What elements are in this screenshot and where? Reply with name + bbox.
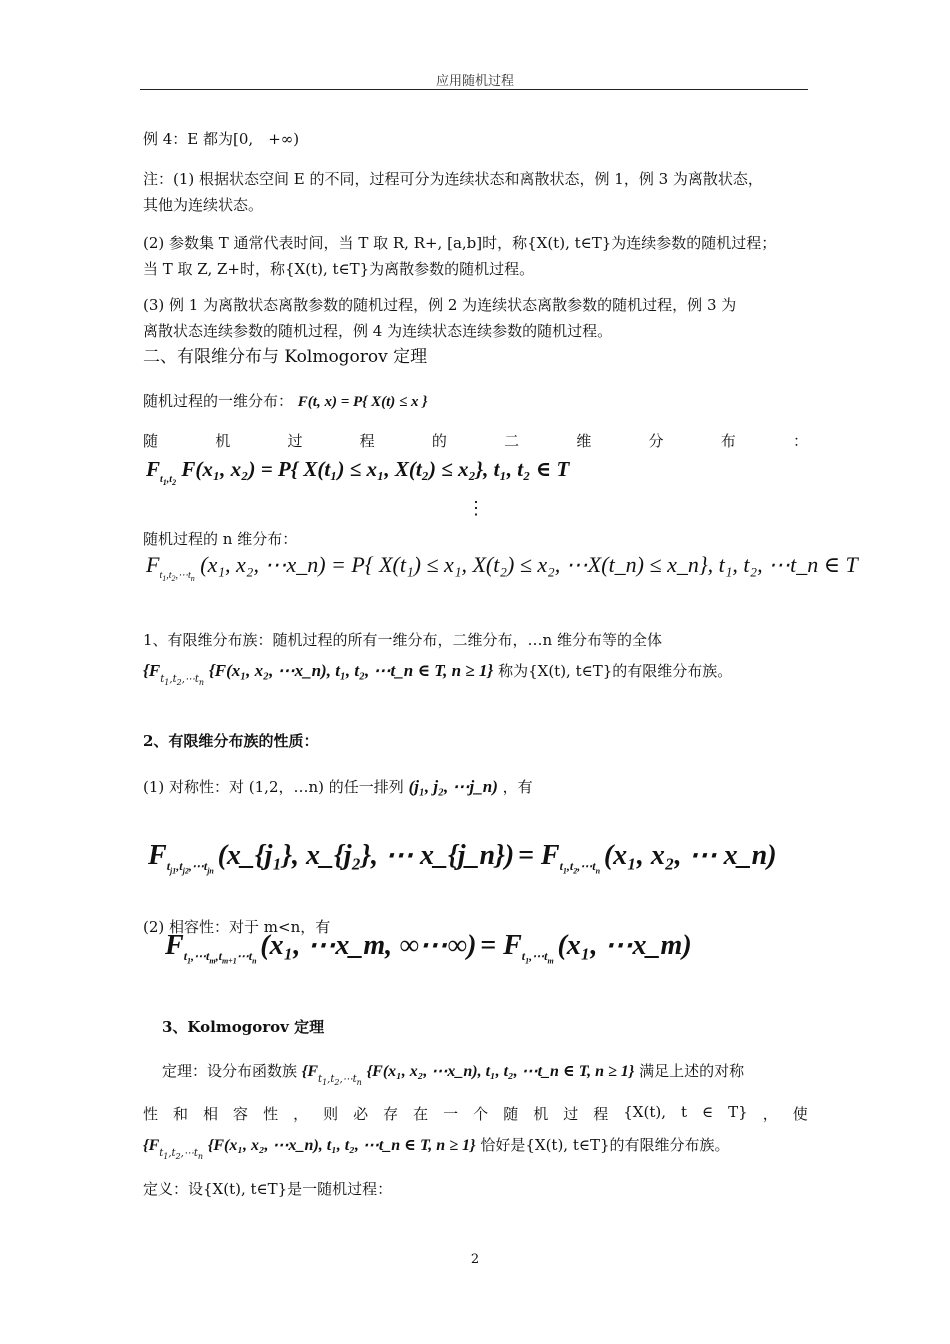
one-dim-label: 随机过程的一维分布： [143, 392, 294, 410]
item-1-formula-line: {$F_{t_1,t_2,\cdots t_n}$ {F(x₁, x₂, ⋯x_n), t₁, t₂, ⋯t_n ∈ T, n ≥ 1} 称为{X(t), t∈T}的有限维分布族。 [143, 661, 733, 687]
item-1-heading: 1、有限维分布族：随机过程的所有一维分布，二维分布，…n 维分布等的全体 [143, 631, 662, 649]
vertical-ellipsis: ⋮ [467, 498, 485, 519]
symmetry-line: (1) 对称性：对 (1,2，…n) 的任一排列 (j₁, j₂, ⋯j_n) ，有 [143, 777, 533, 796]
page-number: 2 [470, 1252, 480, 1267]
note-3-line-2: 离散状态连续参数的随机过程，例 4 为连续状态连续参数的随机过程。 [143, 322, 613, 340]
header-rule [140, 89, 808, 90]
item-3-heading: 3、Kolmogorov 定理 [162, 1018, 325, 1036]
theorem-family-formula: {F(x₁, x₂, ⋯x_n), t₁, t₂, ⋯t_n ∈ T, n ≥ 1} [366, 1063, 635, 1080]
one-dim-formula: F(t, x) = P{ X(t) ≤ x } [297, 394, 428, 410]
theorem-line-3: {$F_{t_1,t_2,\cdots t_n}$ {F(x₁, x₂, ⋯x_n), t₁, t₂, ⋯t_n ∈ T, n ≥ 1} 恰好是{X(t), t∈T}的有限维分布族。 [143, 1136, 730, 1161]
note-1-line-1: 注：(1) 根据状态空间 E 的不同，过程可分为连续状态和离散状态，例 1，例 3 为离散状态， [143, 170, 763, 188]
finite-dim-family-formula: {F(x₁, x₂, ⋯x_n), t₁, t₂, ⋯t_n ∈ T, n ≥ 1} [208, 661, 494, 680]
note-3-line-1: (3) 例 1 为离散状态离散参数的随机过程，例 2 为连续状态离散参数的随机过程，例 3 为 [143, 296, 737, 314]
two-dim-label: 随 机 过 程 的 二 维 分 布 ： [143, 432, 808, 450]
theorem-line-2: 性 和 相 容 性 ， 则 必 存 在 一 个 随 机 过 程 {X(t), t ∈ T} ， 使 [143, 1103, 808, 1123]
two-dim-formula: $F_{t_1,t_2}$ F(x₁, x₂) = P{ X(t₁) ≤ x₁, X(t₂) ≤ x₂}, t₁, t₂ ∈ T [146, 457, 570, 487]
note-2-line-1: (2) 参数集 T 通常代表时间，当 T 取 R, R+, [a,b]时，称{X(t), t∈T}为连续参数的随机过程； [143, 234, 777, 252]
running-header: 应用随机过程 [435, 74, 514, 89]
compatibility-label: (2) 相容性：对于 m<n，有 [143, 918, 331, 936]
item-1-tail: 称为{X(t), t∈T}的有限维分布族。 [498, 662, 733, 680]
n-dim-label: 随机过程的 n 维分布： [143, 530, 298, 548]
n-dim-formula: $F_{t_1,t_2,\cdots t_n}$ (x₁, x₂, ⋯x_n) = P{ X(t₁) ≤ x₁, X(t₂) ≤ x₂, ⋯X(t_n) ≤ x_n}, t₁, t₂, ⋯t_n ∈ T [146, 552, 858, 583]
compatibility-formula: $F_{t_1,\cdots t_m,t_{m+1}\cdots t_n}$ (x₁, ⋯x_m, ∞⋯∞) = $F_{t_1,\cdots t_m}$ (x₁, ⋯x_m) [165, 930, 692, 966]
item-2-heading: 2、有限维分布族的性质： [143, 732, 319, 750]
definition-line: 定义：设{X(t), t∈T}是一随机过程： [143, 1180, 393, 1198]
example-4-line: 例 4：E 都为[0, +∞) [143, 130, 300, 148]
symmetry-formula: $F_{t_{j1},t_{j2},\cdots t_{jn}}$ (x_{j₁}, x_{j₂}, ⋯ x_{j_n}) = $F_{t_1,t_2,\cdots t_n}$ (x₁, x₂, ⋯ x_n) [148, 840, 777, 876]
permutation: (j₁, j₂, ⋯j_n) [408, 777, 498, 796]
section-heading: 二、有限维分布与 Kolmogorov 定理 [143, 347, 428, 367]
note-2-line-2: 当 T 取 Z, Z+时，称{X(t), t∈T}为离散参数的随机过程。 [143, 260, 535, 278]
one-dim-line [143, 390, 428, 411]
theorem-line-1: 定理：设分布函数族 {$F_{t_1,t_2,\cdots t_n}$ {F(x₁, x₂, ⋯x_n), t₁, t₂, ⋯t_n ∈ T, n ≥ 1} 满足上述的对称 [162, 1062, 745, 1087]
note-1-line-2: 其他为连续状态。 [143, 196, 264, 214]
